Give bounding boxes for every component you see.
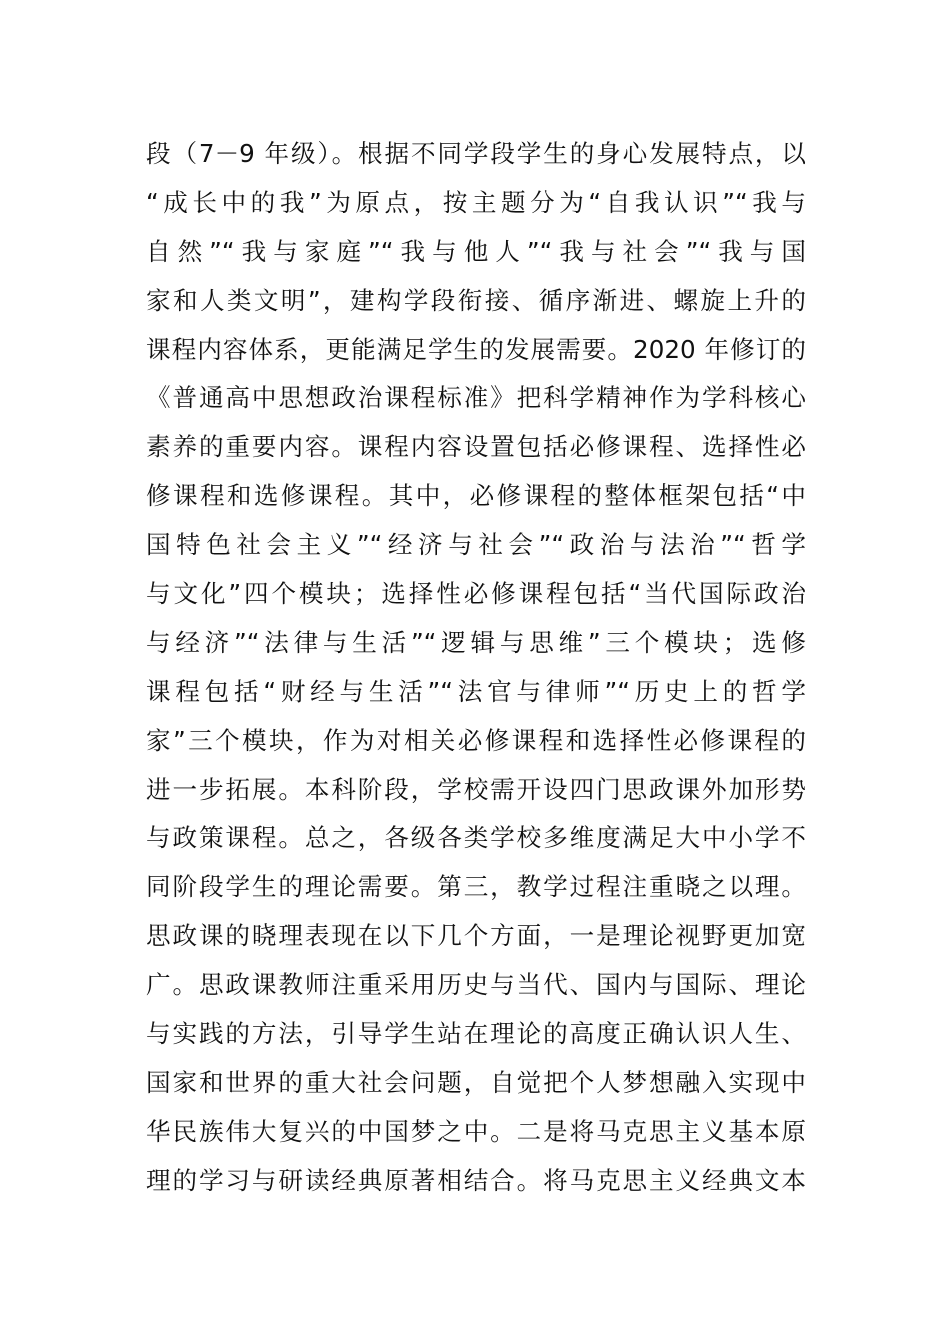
text-line: 思政课的晓理表现在以下几个方面，一是理论视野更加宽: [146, 921, 806, 951]
text-line: 与文化”四个模块；选择性必修课程包括“当代国际政治: [146, 579, 806, 609]
text-line: 华民族伟大复兴的中国梦之中。二是将马克思主义基本原: [146, 1116, 806, 1146]
text-line: 与政策课程。总之，各级各类学校多维度满足大中小学不: [146, 823, 806, 853]
text-line: 家和人类文明”，建构学段衔接、循序渐进、螺旋上升的: [146, 285, 806, 315]
text-line: 家”三个模块，作为对相关必修课程和选择性必修课程的: [146, 725, 806, 755]
body-paragraph: [146, 130, 806, 1206]
text-line: 《普通高中思想政治课程标准》把科学精神作为学科核心: [146, 383, 806, 413]
text-line: 进一步拓展。本科阶段，学校需开设四门思政课外加形势: [146, 774, 806, 804]
text-line: 课程包括“财经与生活”“法官与律师”“历史上的哲学: [146, 676, 806, 706]
text-line: 同阶段学生的理论需要。第三，教学过程注重晓之以理。: [146, 872, 806, 902]
text-line: 自然”“我与家庭”“我与他人”“我与社会”“我与国: [146, 236, 806, 266]
text-line: 段（7－9 年级）。根据不同学段学生的身心发展特点，以: [146, 139, 806, 168]
text-line: 与经济”“法律与生活”“逻辑与思维”三个模块；选修: [146, 627, 806, 657]
text-line: 修课程和选修课程。其中，必修课程的整体框架包括“中: [146, 481, 806, 511]
text-line: 国特色社会主义”“经济与社会”“政治与法治”“哲学: [146, 530, 806, 560]
text-line: 与实践的方法，引导学生站在理论的高度正确认识人生、: [146, 1019, 806, 1049]
text-line: “成长中的我”为原点，按主题分为“自我认识”“我与: [146, 187, 806, 217]
text-line: 素养的重要内容。课程内容设置包括必修课程、选择性必: [146, 432, 806, 462]
text-line: 国家和世界的重大社会问题，自觉把个人梦想融入实现中: [146, 1067, 806, 1097]
text-line: 广。思政课教师注重采用历史与当代、国内与国际、理论: [146, 970, 806, 1000]
text-line: 理的学习与研读经典原著相结合。将马克思主义经典文本: [146, 1165, 806, 1195]
text-line: 课程内容体系，更能满足学生的发展需要。2020 年修订的: [146, 334, 806, 364]
